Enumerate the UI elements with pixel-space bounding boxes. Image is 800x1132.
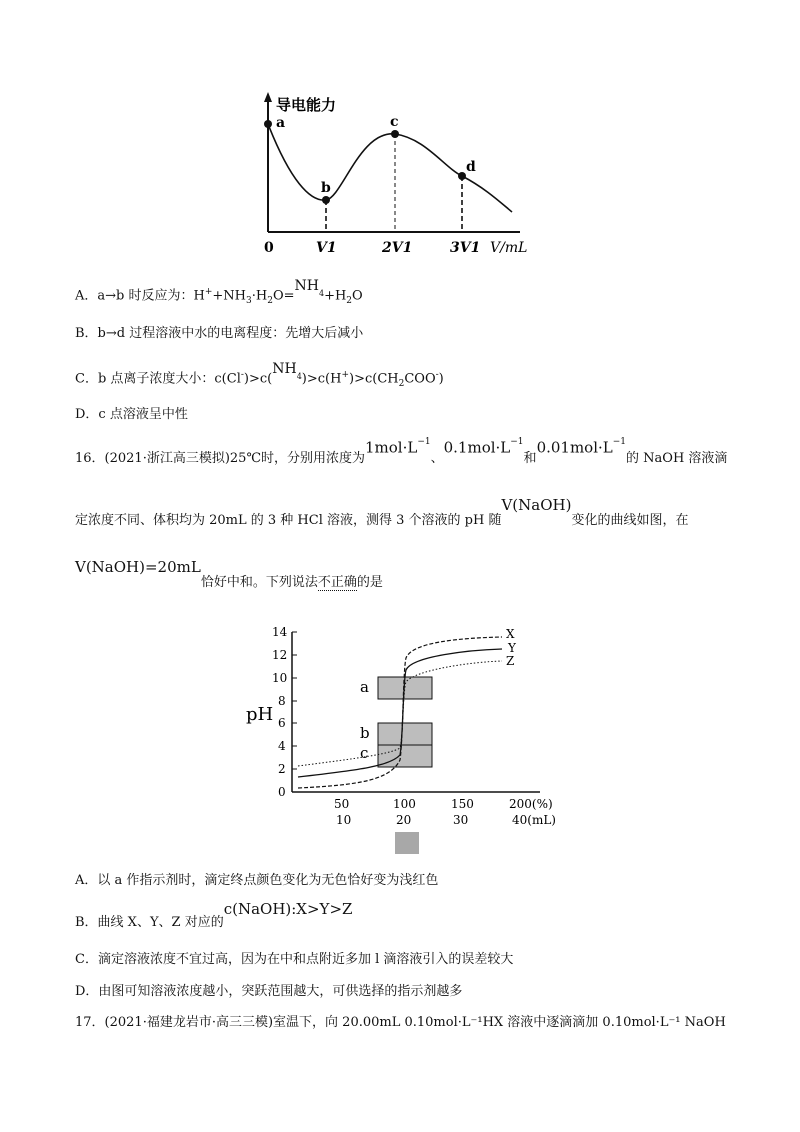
ytick-12: 12	[272, 648, 288, 662]
chart1-xlabel: V/mL	[490, 240, 528, 256]
q16-line2: 定浓度不同、体积均为 20mL 的 3 种 HCl 溶液，测得 3 个溶液的 pH 随V(NaOH)变化的曲线如图，在	[75, 496, 689, 528]
point-d-label: d	[466, 159, 476, 175]
q15-option-b: B．b→d 过程溶液中水的电离程度：先增大后减小	[75, 326, 364, 341]
q16-option-a: A．以 a 作指示剂时，滴定终点颜色变化为无色恰好变为浅红色	[75, 873, 439, 888]
ytick-0: 0	[278, 785, 286, 799]
tick-0: 0	[264, 240, 274, 256]
xtick-pct-200: 200(%)	[509, 797, 553, 811]
q16-option-b: B．曲线 X、Y、Z 对应的c(NaOH):X>Y>Z	[75, 900, 353, 930]
box-a-label: a	[360, 678, 369, 696]
q16-option-c: C．滴定溶液浓度不宜过高，因为在中和点附近多加 l 滴溶液引入的误差较大	[75, 952, 514, 967]
curve-y-label: Y	[508, 641, 516, 655]
ytick-6: 6	[278, 716, 286, 730]
y-axis-arrow	[264, 92, 272, 102]
point-d-marker	[458, 172, 466, 180]
tick-v1: V1	[316, 240, 337, 256]
point-a-label: a	[276, 115, 286, 131]
conductivity-chart	[250, 90, 550, 260]
tick-3v1: 3V1	[450, 240, 481, 256]
xtick-ml-40: 40(mL)	[512, 813, 556, 827]
ytick-8: 8	[278, 694, 286, 708]
xtick-ml-10: 10	[336, 813, 352, 827]
box-b-label: b	[360, 724, 370, 742]
point-c-marker	[391, 130, 399, 138]
q15-option-c: C．b 点离子浓度大小：$c(Cl^-)>c(NH_4)>c(H^+)>c(CH_2COO^-)$	[75, 361, 444, 389]
point-a-marker	[264, 120, 272, 128]
titration-chart	[240, 620, 580, 860]
ytick-4: 4	[278, 739, 286, 753]
ytick-14: 14	[272, 625, 288, 639]
point-b-label: b	[321, 180, 331, 196]
q17-line1: 17．(2021·福建龙岩市·高三三模)室温下，向 20.00mL 0.10mol·L⁻¹HX 溶液中逐滴滴加 0.10mol·L⁻¹ NaOH	[75, 1015, 726, 1030]
xtick-pct-50: 50	[334, 797, 350, 811]
xtick-pct-100: 100	[393, 797, 416, 811]
tick-2v1: 2V1	[382, 240, 413, 256]
q16-option-d: D．由图可知溶液浓度越小，突跃范围越大，可供选择的指示剂越多	[75, 984, 463, 999]
q15-option-d: D．c 点溶液呈中性	[75, 407, 188, 422]
ytick-10: 10	[272, 671, 288, 685]
box-b	[378, 723, 432, 745]
curve-x-label: X	[506, 627, 515, 641]
box-c	[378, 745, 432, 767]
xtick-pct-150: 150	[451, 797, 474, 811]
ytick-2: 2	[278, 762, 286, 776]
point-c-label: c	[390, 114, 399, 130]
xtick-ml-20: 20	[396, 813, 412, 827]
q15-option-a: A．a→b 时反应为：$H^++NH_3\cdot H_2O=NH_4+H_2O$	[75, 278, 363, 306]
grey-marker	[395, 832, 419, 854]
chart1-ylabel: 导电能力	[276, 96, 337, 114]
chart2-ylabel: pH	[246, 704, 274, 725]
q16-line1: 16．(2021·浙江高三模拟)25℃时，分别用浓度为$1mol\cdot L^{-1}$、$0.1mol\cdot L^{-1}$和$0.01mol\cdot L^{-1}$的 NaOH 溶液滴	[75, 437, 728, 467]
point-b-marker	[322, 196, 330, 204]
xtick-ml-30: 30	[453, 813, 469, 827]
box-c-label: c	[360, 744, 369, 762]
curve-z-label: Z	[506, 654, 515, 668]
q16-line3: V(NaOH)=20mL恰好中和。下列说法不正确的是	[75, 558, 383, 590]
